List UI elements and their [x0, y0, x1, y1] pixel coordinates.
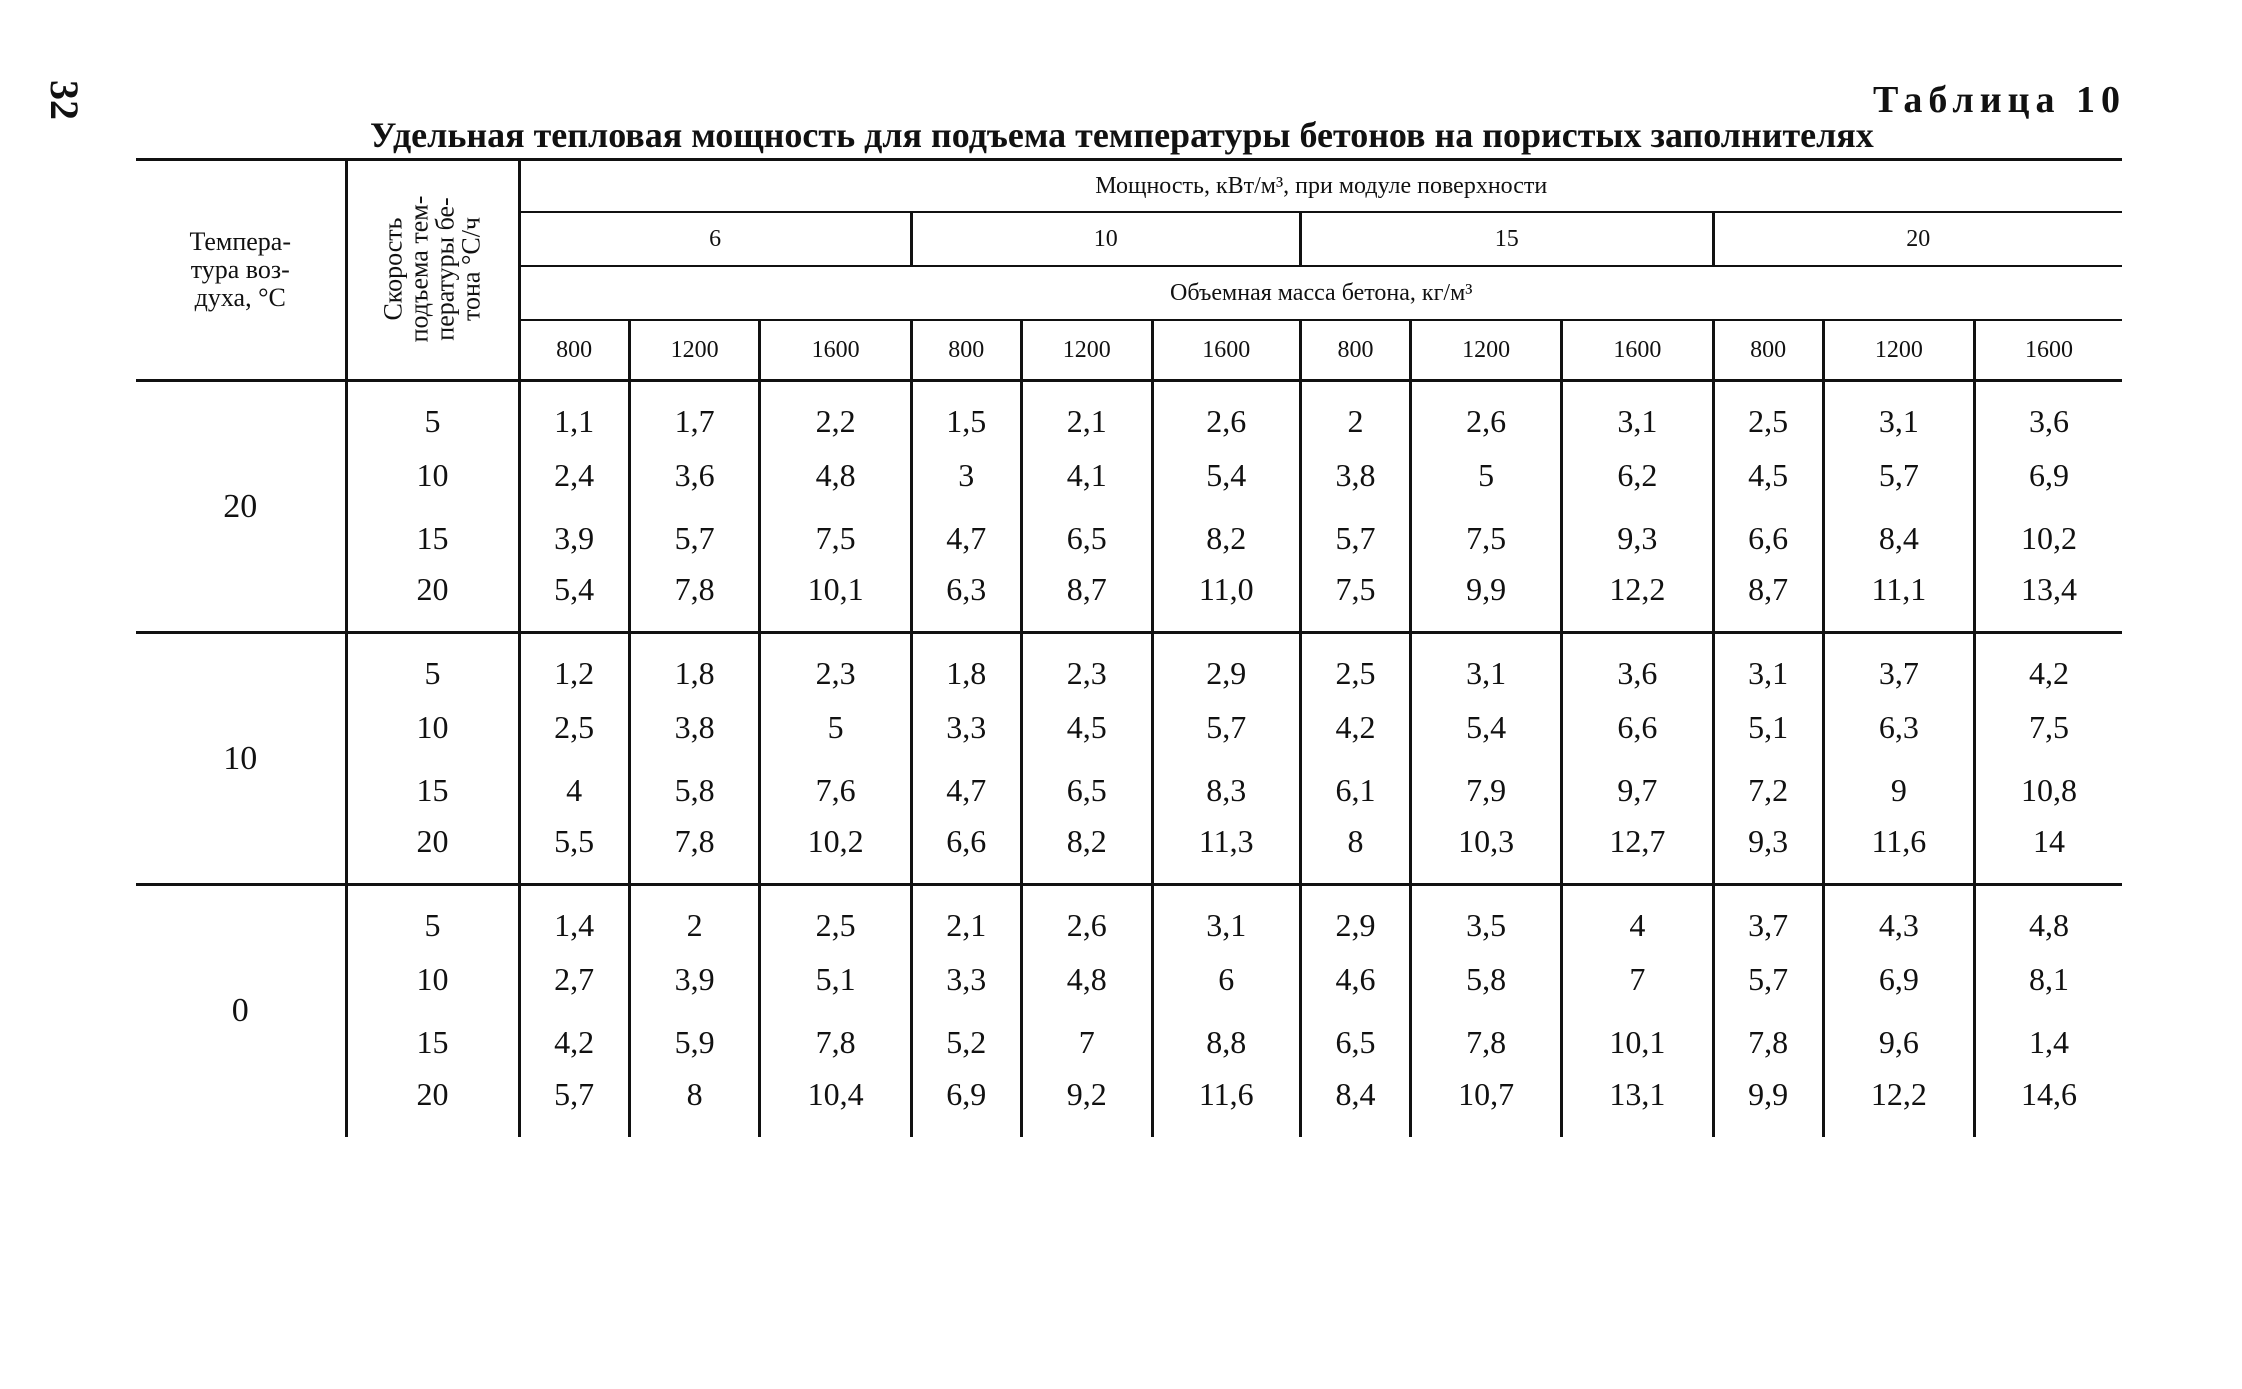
- table-row: [136, 507, 2122, 570]
- value-cell: 9,7: [1562, 759, 1713, 822]
- value-cell: 8: [629, 1074, 760, 1137]
- value-cell: 10,2: [760, 822, 911, 885]
- value-cell: 5,1: [760, 948, 911, 1011]
- value-cell: 8,8: [1152, 1011, 1300, 1074]
- value-cell: 4,2: [519, 1011, 629, 1074]
- value-cell: 8,1: [1974, 948, 2122, 1011]
- value-cell: 3,1: [1823, 381, 1974, 444]
- value-cell: 4,1: [1021, 444, 1152, 507]
- value-cell: 10,7: [1411, 1074, 1562, 1137]
- value-cell: 9: [1823, 759, 1974, 822]
- value-cell: 9,9: [1411, 570, 1562, 633]
- value-cell: 3,1: [1562, 381, 1713, 444]
- value-cell: 8,2: [1152, 507, 1300, 570]
- rate-cell: 15: [346, 507, 519, 570]
- value-cell: 4,8: [1974, 885, 2122, 948]
- value-cell: 4,7: [911, 507, 1021, 570]
- rate-cell: 5: [346, 633, 519, 696]
- value-cell: 6,6: [1713, 507, 1823, 570]
- value-cell: 4,5: [1713, 444, 1823, 507]
- value-cell: 5,9: [629, 1011, 760, 1074]
- rate-header: [346, 160, 519, 381]
- value-cell: 2,1: [911, 885, 1021, 948]
- value-cell: 6,1: [1300, 759, 1410, 822]
- value-cell: 2,5: [1300, 633, 1410, 696]
- value-cell: 4,2: [1300, 696, 1410, 759]
- value-cell: 6,9: [1974, 444, 2122, 507]
- table-row: [136, 822, 2122, 885]
- value-cell: 5,7: [629, 507, 760, 570]
- module-header: 15: [1300, 212, 1713, 266]
- value-cell: 3,5: [1411, 885, 1562, 948]
- value-cell: 11,3: [1152, 822, 1300, 885]
- value-cell: 1,1: [519, 381, 629, 444]
- value-cell: 6,5: [1021, 759, 1152, 822]
- rate-cell: 20: [346, 1074, 519, 1137]
- value-cell: 2,6: [1021, 885, 1152, 948]
- value-cell: 10,1: [1562, 1011, 1713, 1074]
- value-cell: 5,7: [1300, 507, 1410, 570]
- value-cell: 2: [1300, 381, 1410, 444]
- value-cell: 5,4: [1411, 696, 1562, 759]
- value-cell: 2,1: [1021, 381, 1152, 444]
- value-cell: 14: [1974, 822, 2122, 885]
- value-cell: 5: [760, 696, 911, 759]
- density-cell: 1200: [1823, 320, 1974, 381]
- value-cell: 7,8: [1411, 1011, 1562, 1074]
- rate-cell: 10: [346, 444, 519, 507]
- data-table: [136, 158, 2122, 1137]
- value-cell: 2,6: [1411, 381, 1562, 444]
- value-cell: 1,7: [629, 381, 760, 444]
- value-cell: 2,6: [1152, 381, 1300, 444]
- value-cell: 3: [911, 444, 1021, 507]
- value-cell: 7,5: [760, 507, 911, 570]
- value-cell: 10,3: [1411, 822, 1562, 885]
- value-cell: 3,1: [1411, 633, 1562, 696]
- density-cell: 800: [911, 320, 1021, 381]
- value-cell: 2: [629, 885, 760, 948]
- rate-cell: 15: [346, 1011, 519, 1074]
- value-cell: 3,8: [1300, 444, 1410, 507]
- value-cell: 4,6: [1300, 948, 1410, 1011]
- value-cell: 5,4: [1152, 444, 1300, 507]
- value-cell: 5,7: [519, 1074, 629, 1137]
- value-cell: 1,4: [519, 885, 629, 948]
- value-cell: 5,7: [1713, 948, 1823, 1011]
- density-cell: 1200: [1021, 320, 1152, 381]
- module-header: 20: [1713, 212, 2122, 266]
- value-cell: 2,4: [519, 444, 629, 507]
- value-cell: 3,6: [1562, 633, 1713, 696]
- value-cell: 2,5: [1713, 381, 1823, 444]
- value-cell: 1,4: [1974, 1011, 2122, 1074]
- table-row: [136, 444, 2122, 507]
- density-cell: 800: [1713, 320, 1823, 381]
- value-cell: 2,3: [1021, 633, 1152, 696]
- value-cell: 5,5: [519, 822, 629, 885]
- table-row: [136, 885, 2122, 948]
- value-cell: 7,6: [760, 759, 911, 822]
- value-cell: 9,2: [1021, 1074, 1152, 1137]
- density-cell: 800: [519, 320, 629, 381]
- value-cell: 8: [1300, 822, 1410, 885]
- value-cell: 8,2: [1021, 822, 1152, 885]
- value-cell: 10,4: [760, 1074, 911, 1137]
- rate-cell: 20: [346, 822, 519, 885]
- air-temp-cell: 0: [231, 992, 249, 1030]
- value-cell: 2,9: [1152, 633, 1300, 696]
- value-cell: 10,2: [1974, 507, 2122, 570]
- value-cell: 8,4: [1823, 507, 1974, 570]
- value-cell: 7,8: [760, 1011, 911, 1074]
- value-cell: 4,7: [911, 759, 1021, 822]
- value-cell: 7,5: [1300, 570, 1410, 633]
- table-row: [136, 381, 2122, 444]
- density-cell: 800: [1300, 320, 1410, 381]
- value-cell: 4,2: [1974, 633, 2122, 696]
- value-cell: 4: [1562, 885, 1713, 948]
- value-cell: 10,8: [1974, 759, 2122, 822]
- value-cell: 3,7: [1713, 885, 1823, 948]
- value-cell: 3,6: [1974, 381, 2122, 444]
- table-row: [136, 759, 2122, 822]
- rate-cell: 20: [346, 570, 519, 633]
- density-cell: 1200: [629, 320, 760, 381]
- value-cell: 5: [1411, 444, 1562, 507]
- value-cell: 9,3: [1562, 507, 1713, 570]
- value-cell: 6,6: [911, 822, 1021, 885]
- table-row: [136, 696, 2122, 759]
- value-cell: 2,5: [519, 696, 629, 759]
- value-cell: 6,5: [1300, 1011, 1410, 1074]
- value-cell: 7,8: [629, 822, 760, 885]
- value-cell: 12,7: [1562, 822, 1713, 885]
- value-cell: 3,3: [911, 948, 1021, 1011]
- value-cell: 3,1: [1152, 885, 1300, 948]
- value-cell: 3,1: [1713, 633, 1823, 696]
- value-cell: 4: [519, 759, 629, 822]
- table-body: [136, 381, 2122, 1137]
- value-cell: 9,9: [1713, 1074, 1823, 1137]
- density-cell: 1200: [1411, 320, 1562, 381]
- value-cell: 13,4: [1974, 570, 2122, 633]
- value-cell: 3,9: [629, 948, 760, 1011]
- value-cell: 2,2: [760, 381, 911, 444]
- value-cell: 1,8: [911, 633, 1021, 696]
- value-cell: 8,7: [1713, 570, 1823, 633]
- value-cell: 3,6: [629, 444, 760, 507]
- value-cell: 11,6: [1823, 822, 1974, 885]
- table-title: Удельная тепловая мощность для подъема температуры бетонов на пористых заполнителях: [370, 115, 1874, 155]
- table-row: [136, 633, 2122, 696]
- value-cell: 6,5: [1021, 507, 1152, 570]
- table-label: Таблица 10: [1872, 79, 2126, 121]
- value-cell: 5,8: [629, 759, 760, 822]
- value-cell: 5,4: [519, 570, 629, 633]
- value-cell: 5,2: [911, 1011, 1021, 1074]
- value-cell: 7,5: [1974, 696, 2122, 759]
- value-cell: 7,8: [629, 570, 760, 633]
- value-cell: 9,6: [1823, 1011, 1974, 1074]
- rate-cell: 10: [346, 948, 519, 1011]
- value-cell: 6,9: [1823, 948, 1974, 1011]
- value-cell: 2,3: [760, 633, 911, 696]
- value-cell: 3,8: [629, 696, 760, 759]
- module-header: 10: [911, 212, 1300, 266]
- value-cell: 1,2: [519, 633, 629, 696]
- value-cell: 13,1: [1562, 1074, 1713, 1137]
- value-cell: 5,1: [1713, 696, 1823, 759]
- density-cell: 1600: [1562, 320, 1713, 381]
- module-header: 6: [519, 212, 911, 266]
- value-cell: 6,6: [1562, 696, 1713, 759]
- value-cell: 4,8: [760, 444, 911, 507]
- value-cell: 11,6: [1152, 1074, 1300, 1137]
- value-cell: 7,8: [1713, 1011, 1823, 1074]
- value-cell: 3,9: [519, 507, 629, 570]
- value-cell: 12,2: [1823, 1074, 1974, 1137]
- value-cell: 6,9: [911, 1074, 1021, 1137]
- value-cell: 8,7: [1021, 570, 1152, 633]
- value-cell: 5,8: [1411, 948, 1562, 1011]
- value-cell: 7,2: [1713, 759, 1823, 822]
- value-cell: 7: [1021, 1011, 1152, 1074]
- value-cell: 12,2: [1562, 570, 1713, 633]
- rate-header-text: Скорость подъема тем- пературы бе- тона °С/ч: [378, 195, 486, 343]
- table-row: [136, 1011, 2122, 1074]
- value-cell: 4,8: [1021, 948, 1152, 1011]
- table-row: [136, 948, 2122, 1011]
- table-row: [136, 1074, 2122, 1137]
- value-cell: 3,7: [1823, 633, 1974, 696]
- density-cell: 1600: [1974, 320, 2122, 381]
- page-number: 32: [42, 80, 87, 120]
- density-header: Объемная масса бетона, кг/м³: [519, 266, 2122, 320]
- rate-cell: 5: [346, 885, 519, 948]
- density-cell: 1600: [1152, 320, 1300, 381]
- value-cell: 2,9: [1300, 885, 1410, 948]
- value-cell: 1,5: [911, 381, 1021, 444]
- value-cell: 2,7: [519, 948, 629, 1011]
- value-cell: 9,3: [1713, 822, 1823, 885]
- value-cell: 4,5: [1021, 696, 1152, 759]
- value-cell: 6,2: [1562, 444, 1713, 507]
- air-temp-header: [136, 160, 346, 381]
- value-cell: 8,3: [1152, 759, 1300, 822]
- value-cell: 10,1: [760, 570, 911, 633]
- table-header: [136, 160, 2122, 381]
- value-cell: 7,9: [1411, 759, 1562, 822]
- density-cell: 1600: [760, 320, 911, 381]
- value-cell: 1,8: [629, 633, 760, 696]
- value-cell: 8,4: [1300, 1074, 1410, 1137]
- rate-cell: 5: [346, 381, 519, 444]
- value-cell: 4,3: [1823, 885, 1974, 948]
- value-cell: 11,0: [1152, 570, 1300, 633]
- air-temp-cell: 20: [136, 381, 346, 633]
- rate-cell: 10: [346, 696, 519, 759]
- value-cell: 7,5: [1411, 507, 1562, 570]
- value-cell: 5,7: [1152, 696, 1300, 759]
- value-cell: 6,3: [1823, 696, 1974, 759]
- value-cell: 7: [1562, 948, 1713, 1011]
- value-cell: 3,3: [911, 696, 1021, 759]
- air-temp-cell: 10: [136, 633, 346, 885]
- value-cell: 2,5: [760, 885, 911, 948]
- table-row: [136, 570, 2122, 633]
- power-header: Мощность, кВт/м³, при модуле поверхности: [519, 160, 2122, 213]
- rate-cell: 15: [346, 759, 519, 822]
- value-cell: 11,1: [1823, 570, 1974, 633]
- value-cell: 5,7: [1823, 444, 1974, 507]
- value-cell: 6,3: [911, 570, 1021, 633]
- value-cell: 14,6: [1974, 1074, 2122, 1137]
- value-cell: 6: [1152, 948, 1300, 1011]
- air-temp-header-text: Темпера- тура воз- духа, °С: [189, 227, 292, 312]
